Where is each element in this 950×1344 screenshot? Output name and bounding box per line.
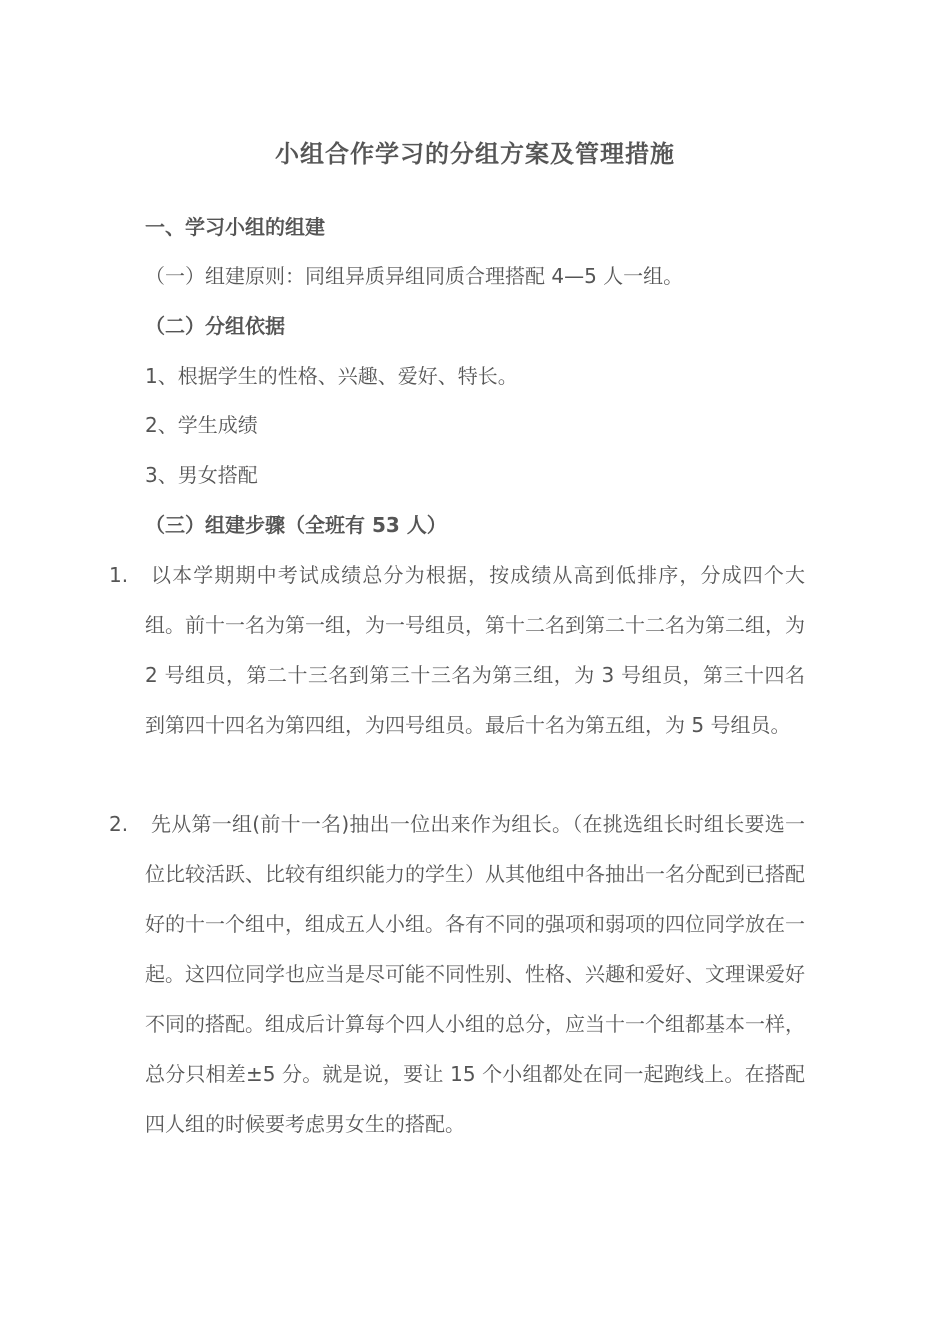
basis-item: 3、男女搭配 — [145, 463, 258, 487]
step-paragraph: 以本学期期中考试成绩总分为根据，按成绩从高到低排序，分成四个大组。前十一名为第一组，为一号组员，第十二名到第二十二名为第二组，为 2 号组员，第二十三名到第三十三名为第三组，为 3 号组员，第三十四名到第四十四名为第四组，为四号组员。最后十名为第五组，为 5 号组员。 — [145, 563, 805, 737]
subsection-heading-basis: （二）分组依据 — [145, 314, 285, 338]
step-number: 2. — [109, 812, 129, 836]
subsection-heading-steps: （三）组建步骤（全班有 53 人） — [145, 513, 447, 537]
basis-item: 1、根据学生的性格、兴趣、爱好、特长。 — [145, 364, 518, 388]
step-number: 1. — [109, 563, 129, 587]
formation-principle: （一）组建原则：同组异质异组同质合理搭配 4—5 人一组。 — [145, 264, 684, 288]
basis-item: 2、学生成绩 — [145, 413, 258, 437]
document-title: 小组合作学习的分组方案及管理措施 — [275, 140, 675, 168]
section-heading-formation: 一、学习小组的组建 — [145, 215, 325, 239]
step-paragraph: 先从第一组(前十一名)抽出一位出来作为组长。（在挑选组长时组长要选一位比较活跃、比较有组织能力的学生）从其他组中各抽出一名分配到已搭配好的十一个组中，组成五人小组。各有不同的强项和弱项的四位同学放在一起。这四位同学也应当是尽可能不同性别、性格、兴趣和爱好、文理课爱好不同的搭配。组成后计算每个四人小组的总分，应当十一个组都基本一样，总分只相差±5 分。就是说，要让 15 个小组都处在同一起跑线上。在搭配四人组的时候要考虑男女生的搭配。 — [145, 812, 805, 1136]
